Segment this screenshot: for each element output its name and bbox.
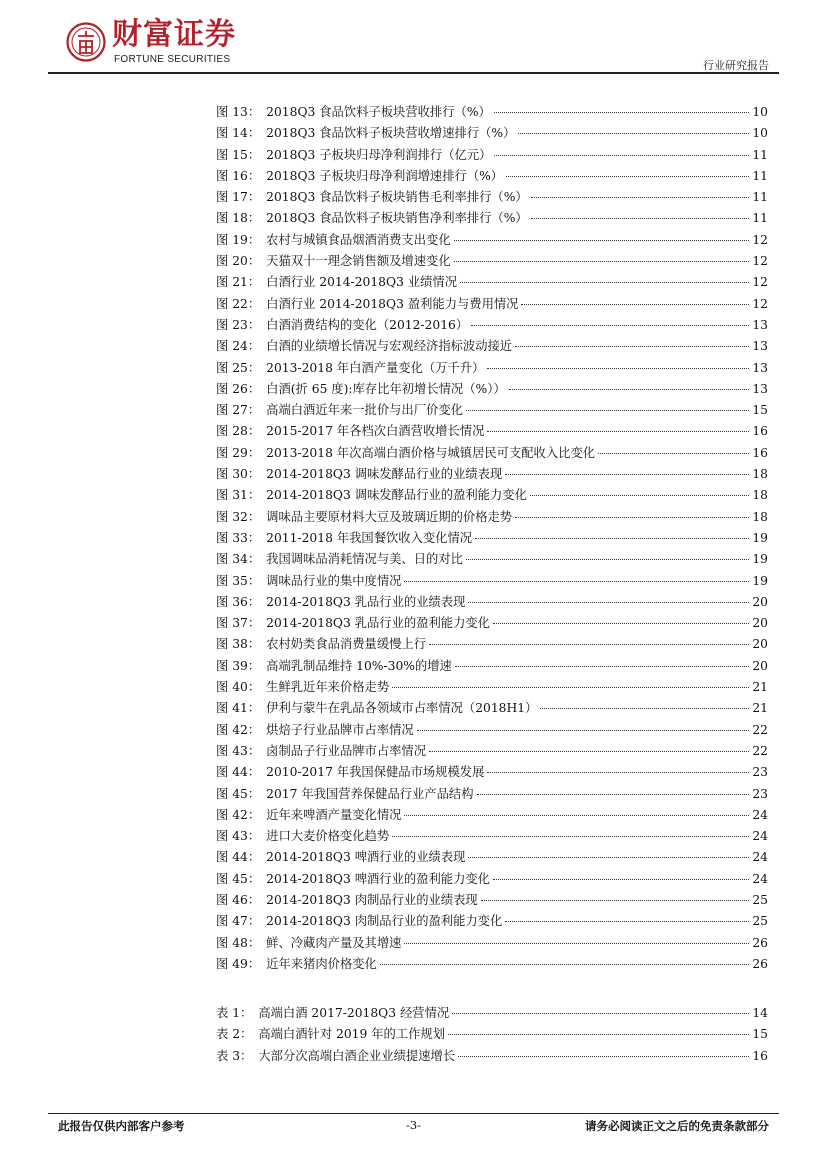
entry-label: 图 24： [216, 339, 261, 354]
entry-title: 2014-2018Q3 啤酒行业的盈利能力变化 [266, 871, 490, 886]
entry-page-number: 18 [752, 509, 768, 524]
figure-toc-entry[interactable] [216, 166, 768, 187]
entry-label: 图 30： [216, 467, 261, 482]
entry-page-number: 18 [752, 488, 768, 503]
entry-title: 高端白酒近年来一批价与出厂价变化 [266, 403, 463, 418]
entry-page-number: 16 [752, 424, 768, 439]
entry-title: 伊利与蒙牛在乳品各领域市占率情况（2018H1） [266, 701, 538, 716]
figure-toc-entry[interactable] [216, 911, 768, 932]
entry-page-number: 26 [752, 956, 768, 971]
dot-leader [477, 794, 750, 795]
entry-title: 2015-2017 年各档次白酒营收增长情况 [266, 424, 485, 439]
entry-page-number: 15 [752, 403, 768, 418]
entry-label: 图 43： [216, 743, 261, 758]
entry-page-number: 24 [752, 807, 768, 822]
entry-label: 图 20： [216, 254, 261, 269]
dot-leader [493, 879, 749, 880]
entry-label: 图 15： [216, 147, 261, 162]
entry-label: 图 33： [216, 530, 261, 545]
entry-title: 我国调味品消耗情况与美、日的对比 [266, 552, 463, 567]
footer-disclaimer-left: 此报告仅供内部客户参考 [58, 1119, 185, 1133]
figure-toc-entry[interactable] [216, 272, 768, 293]
dot-leader [404, 943, 749, 944]
entry-label: 图 29： [216, 445, 261, 460]
entry-page-number: 19 [752, 552, 768, 567]
figure-toc-entry[interactable] [216, 358, 768, 379]
footer-disclaimer-right: 请务必阅读正文之后的免责条款部分 [585, 1119, 769, 1133]
entry-label: 图 45： [216, 786, 261, 801]
dot-leader [404, 581, 749, 582]
entry-title: 调味品主要原材料大豆及玻璃近期的价格走势 [266, 509, 513, 524]
figure-list [216, 102, 768, 975]
entry-page-number: 26 [752, 935, 768, 950]
header-divider [48, 72, 779, 74]
dot-leader [531, 218, 750, 219]
entry-page-number: 13 [752, 339, 768, 354]
figure-toc-entry[interactable] [216, 315, 768, 336]
dot-leader [458, 1056, 749, 1057]
entry-title: 2014-2018Q3 乳品行业的盈利能力变化 [266, 616, 490, 631]
entry-page-number: 18 [752, 467, 768, 482]
dot-leader [487, 368, 749, 369]
entry-page-number: 23 [752, 765, 768, 780]
dot-leader [468, 857, 749, 858]
entry-title: 烘焙子行业品牌市占率情况 [266, 722, 414, 737]
entry-page-number: 11 [752, 147, 768, 162]
entry-label: 图 36： [216, 594, 261, 609]
fortune-securities-logo-icon [66, 22, 106, 62]
dot-leader [494, 155, 749, 156]
entry-page-number: 10 [752, 126, 768, 141]
figure-toc-entry[interactable] [216, 507, 768, 528]
entry-title: 白酒的业绩增长情况与宏观经济指标波动接近 [266, 339, 513, 354]
dot-leader [530, 495, 749, 496]
dot-leader [471, 325, 749, 326]
entry-page-number: 12 [752, 254, 768, 269]
dot-leader [506, 176, 749, 177]
entry-label: 图 27： [216, 403, 261, 418]
entry-label: 图 18： [216, 211, 261, 226]
entry-label: 图 17： [216, 190, 261, 205]
entry-title: 2018Q3 食品饮料子板块营收排行（%） [266, 105, 491, 119]
figure-toc-entry[interactable] [216, 954, 768, 975]
entry-page-number: 11 [752, 168, 768, 183]
entry-title: 2014-2018Q3 啤酒行业的业绩表现 [266, 850, 466, 865]
entry-page-number: 16 [752, 445, 768, 460]
entry-label: 图 25： [216, 360, 261, 375]
figure-toc-entry[interactable] [216, 826, 768, 847]
figure-toc-entry[interactable] [216, 805, 768, 826]
entry-page-number: 24 [752, 850, 768, 865]
entry-label: 图 16： [216, 168, 261, 183]
figure-toc-entry[interactable] [216, 421, 768, 442]
page-header [0, 0, 827, 80]
figure-toc-entry[interactable] [216, 400, 768, 421]
entry-title: 2018Q3 子板块归母净利润排行（亿元） [266, 147, 492, 162]
entry-label: 图 26： [216, 381, 261, 396]
entry-label: 图 49： [216, 956, 261, 971]
entry-label: 图 38： [216, 637, 261, 652]
entry-title: 白酒行业 2014-2018Q3 盈利能力与费用情况 [266, 296, 519, 311]
dot-leader [466, 410, 749, 411]
entry-page-number: 13 [752, 381, 768, 396]
dot-leader [392, 836, 749, 837]
entry-title: 生鲜乳近年来价格走势 [266, 680, 390, 695]
entry-page-number: 21 [752, 701, 768, 716]
entry-label: 图 37： [216, 616, 261, 631]
figure-toc-entry[interactable] [216, 613, 768, 634]
entry-title: 高端乳制品维持 10%-30%的增速 [266, 658, 452, 673]
entry-title: 2014-2018Q3 调味发酵品行业的盈利能力变化 [266, 488, 527, 503]
entry-page-number: 24 [752, 829, 768, 844]
figure-toc-entry[interactable] [216, 145, 768, 166]
entry-label: 图 28： [216, 424, 261, 439]
dot-leader [494, 112, 750, 113]
entry-title: 近年来啤酒产量变化情况 [266, 807, 402, 822]
figure-toc-entry[interactable] [216, 379, 768, 400]
dot-leader [521, 304, 749, 305]
entry-label: 图 32： [216, 509, 261, 524]
figure-toc-entry[interactable] [216, 464, 768, 485]
figure-toc-entry[interactable] [216, 869, 768, 890]
dot-leader [392, 687, 749, 688]
dot-leader [475, 538, 749, 539]
entry-title: 2014-2018Q3 乳品行业的业绩表现 [266, 594, 466, 609]
dot-leader [531, 197, 750, 198]
entry-title: 2013-2018 年白酒产量变化（万千升） [266, 360, 485, 375]
entry-page-number: 13 [752, 360, 768, 375]
dot-leader [598, 453, 749, 454]
entry-label: 图 21： [216, 275, 261, 290]
entry-page-number: 23 [752, 786, 768, 801]
figure-toc-entry[interactable] [216, 933, 768, 954]
entry-title: 2014-2018Q3 调味发酵品行业的业绩表现 [266, 467, 503, 482]
figure-toc-entry[interactable] [216, 485, 768, 506]
entry-label: 图 46： [216, 892, 261, 907]
dot-leader [452, 1013, 749, 1014]
entry-page-number: 11 [752, 190, 768, 205]
entry-label: 表 3： [216, 1048, 253, 1063]
dot-leader [448, 1034, 749, 1035]
figure-toc-entry[interactable] [216, 762, 768, 783]
dot-leader [518, 133, 749, 134]
dot-leader [487, 431, 749, 432]
dot-leader [493, 623, 749, 624]
dot-leader [540, 708, 749, 709]
entry-label: 图 42： [216, 807, 261, 822]
dot-leader [481, 900, 750, 901]
entry-label: 图 31： [216, 488, 261, 503]
entry-page-number: 24 [752, 871, 768, 886]
page-number: -3- [405, 1118, 422, 1132]
figure-toc-entry[interactable] [216, 123, 768, 144]
entry-title: 大部分次高端白酒企业业绩提速增长 [258, 1048, 456, 1063]
entry-title: 农村与城镇食品烟酒消费支出变化 [266, 232, 451, 247]
figure-toc-entry[interactable] [216, 443, 768, 464]
figure-toc-entry[interactable] [216, 571, 768, 592]
entry-label: 图 45： [216, 871, 261, 886]
entry-label: 图 35： [216, 573, 261, 588]
entry-page-number: 12 [752, 296, 768, 311]
dot-leader [509, 389, 750, 390]
dot-leader [468, 602, 749, 603]
entry-page-number: 15 [752, 1027, 768, 1042]
brand-name-cn: 财富证券 [112, 17, 236, 52]
figure-toc-entry[interactable] [216, 634, 768, 655]
entry-page-number: 20 [752, 616, 768, 631]
dot-leader [417, 730, 750, 731]
figure-toc-entry[interactable] [216, 102, 768, 123]
dot-leader [505, 474, 749, 475]
entry-page-number: 21 [752, 680, 768, 695]
dot-leader [404, 815, 749, 816]
entry-label: 图 44： [216, 765, 261, 780]
entry-label: 图 34： [216, 552, 261, 567]
entry-label: 表 2： [216, 1027, 253, 1042]
figure-toc-entry[interactable] [216, 677, 768, 698]
entry-title: 2018Q3 子板块归母净利润增速排行（%） [266, 168, 504, 183]
entry-page-number: 11 [752, 211, 768, 226]
dot-leader [466, 559, 749, 560]
entry-page-number: 12 [752, 232, 768, 247]
entry-title: 进口大麦价格变化趋势 [266, 829, 390, 844]
entry-label: 图 47： [216, 914, 261, 929]
footer-divider [48, 1113, 779, 1114]
figure-toc-entry[interactable] [216, 528, 768, 549]
dot-leader [429, 644, 749, 645]
entry-label: 图 39： [216, 658, 261, 673]
figure-toc-entry[interactable] [216, 890, 768, 911]
entry-title: 2018Q3 食品饮料子板块营收增速排行（%） [266, 126, 516, 141]
entry-title: 2011-2018 年我国餐饮收入变化情况 [266, 530, 473, 545]
entry-page-number: 25 [752, 892, 768, 907]
entry-page-number: 19 [752, 573, 768, 588]
entry-title: 2013-2018 年次高端白酒价格与城镇居民可支配收入比变化 [266, 445, 596, 460]
entry-title: 2010-2017 年我国保健品市场规模发展 [266, 765, 485, 780]
figure-toc-entry[interactable] [216, 592, 768, 613]
entry-label: 表 1： [216, 1006, 253, 1020]
entry-page-number: 22 [752, 743, 768, 758]
entry-title: 2017 年我国营养保健品行业产品结构 [266, 786, 474, 801]
dot-leader [380, 964, 750, 965]
entry-title: 鲜、冷藏肉产量及其增速 [266, 935, 402, 950]
figure-toc-entry[interactable] [216, 336, 768, 357]
dot-leader [454, 240, 750, 241]
entry-title: 白酒(折 65 度):库存比年初增长情况（%）） [266, 381, 506, 396]
report-type: 行业研究报告 [703, 59, 769, 72]
figure-toc-entry[interactable] [216, 741, 768, 762]
entry-page-number: 14 [752, 1006, 768, 1020]
entry-label: 图 44： [216, 850, 261, 865]
figure-toc-entry[interactable] [216, 784, 768, 805]
entry-label: 图 43： [216, 829, 261, 844]
dot-leader [460, 282, 749, 283]
entry-label: 图 40： [216, 680, 261, 695]
table-list [216, 1003, 768, 1067]
entry-title: 2018Q3 食品饮料子板块销售毛利率排行（%） [266, 190, 528, 205]
entry-page-number: 19 [752, 530, 768, 545]
figure-toc-entry[interactable] [216, 230, 768, 251]
table-toc-entry[interactable] [216, 1046, 768, 1067]
figure-toc-entry[interactable] [216, 698, 768, 719]
entry-title: 近年来猪肉价格变化 [266, 956, 377, 971]
dot-leader [455, 666, 749, 667]
entry-title: 卤制品子行业品牌市占率情况 [266, 743, 427, 758]
entry-title: 白酒消费结构的变化（2012-2016） [266, 317, 469, 332]
table-toc-entry[interactable] [216, 1003, 768, 1024]
entry-title: 调味品行业的集中度情况 [266, 573, 402, 588]
entry-title: 高端白酒针对 2019 年的工作规划 [258, 1027, 446, 1042]
dot-leader [515, 517, 749, 518]
entry-title: 天猫双十一理念销售额及增速变化 [266, 254, 451, 269]
entry-page-number: 16 [752, 1048, 768, 1063]
entry-label: 图 48： [216, 935, 261, 950]
dot-leader [505, 921, 749, 922]
entry-label: 图 13： [216, 105, 261, 119]
entry-label: 图 23： [216, 317, 261, 332]
entry-title: 2014-2018Q3 肉制品行业的盈利能力变化 [266, 914, 503, 929]
entry-page-number: 12 [752, 275, 768, 290]
entry-page-number: 20 [752, 658, 768, 673]
entry-label: 图 41： [216, 701, 261, 716]
dot-leader [454, 261, 750, 262]
entry-page-number: 10 [752, 105, 768, 119]
entry-label: 图 14： [216, 126, 261, 141]
figure-toc-entry[interactable] [216, 294, 768, 315]
brand-name-en: FORTUNE SECURITIES [114, 54, 231, 65]
entry-page-number: 22 [752, 722, 768, 737]
dot-leader [515, 346, 749, 347]
entry-title: 农村奶类食品消费量缓慢上行 [266, 637, 427, 652]
figure-toc-entry[interactable] [216, 720, 768, 741]
entry-page-number: 13 [752, 317, 768, 332]
entry-label: 图 42： [216, 722, 261, 737]
entry-page-number: 20 [752, 637, 768, 652]
entry-title: 高端白酒 2017-2018Q3 经营情况 [258, 1006, 450, 1020]
entry-page-number: 20 [752, 594, 768, 609]
entry-title: 白酒行业 2014-2018Q3 业绩情况 [266, 275, 457, 290]
figure-toc-entry[interactable] [216, 847, 768, 868]
entry-title: 2014-2018Q3 肉制品行业的业绩表现 [266, 892, 478, 907]
table-toc-entry[interactable] [216, 1024, 768, 1045]
entry-page-number: 25 [752, 914, 768, 929]
dot-leader [487, 772, 749, 773]
figure-toc-entry[interactable] [216, 208, 768, 229]
figure-toc-entry[interactable] [216, 251, 768, 272]
entry-label: 图 22： [216, 296, 261, 311]
figure-toc-entry[interactable] [216, 549, 768, 570]
figure-toc-entry[interactable] [216, 656, 768, 677]
entry-label: 图 19： [216, 232, 261, 247]
entry-title: 2018Q3 食品饮料子板块销售净利率排行（%） [266, 211, 528, 226]
dot-leader [429, 751, 749, 752]
figure-toc-entry[interactable] [216, 187, 768, 208]
